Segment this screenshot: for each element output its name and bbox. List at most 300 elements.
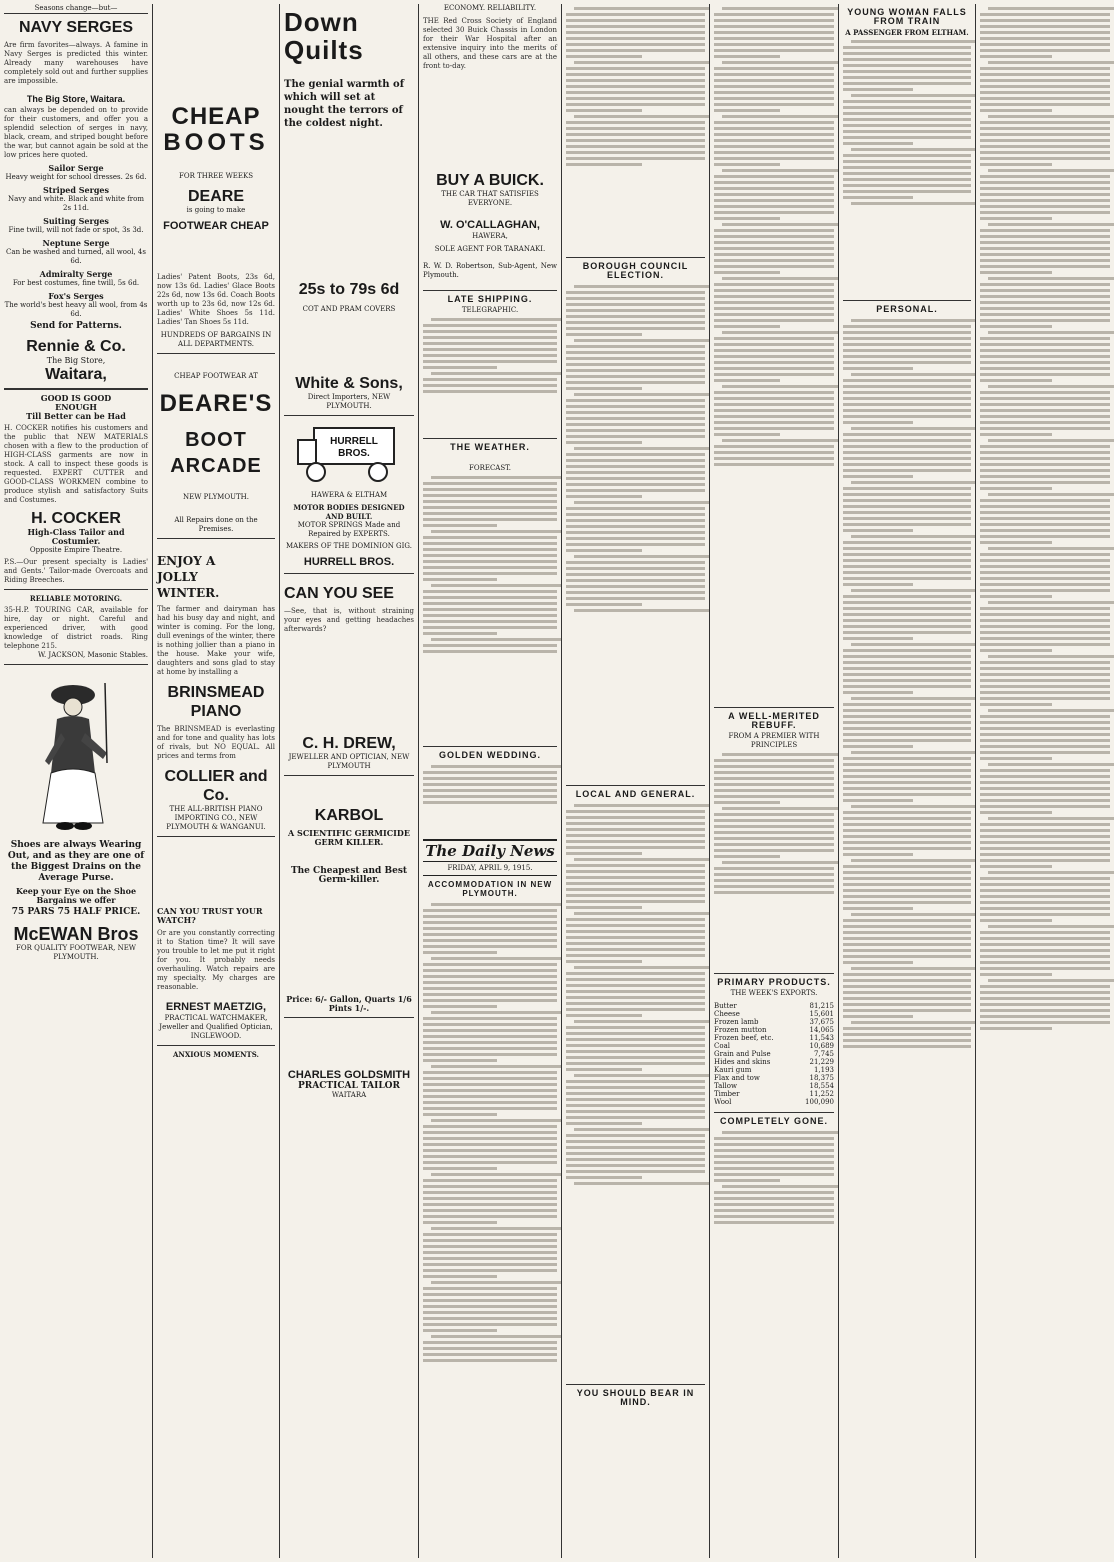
text-line	[566, 882, 705, 885]
text-line	[714, 139, 834, 142]
text-line	[574, 555, 709, 558]
text-line	[843, 523, 971, 526]
text-line	[566, 97, 705, 100]
motor-bodies: MOTOR BODIES DESIGNED AND BUILT.	[293, 503, 405, 521]
text-line	[980, 25, 1110, 28]
text-line	[980, 313, 1110, 316]
exports-row: Hides and skins 21,229	[714, 1058, 834, 1066]
text-line	[566, 315, 705, 318]
text-line	[722, 753, 838, 756]
quilts-title: Quilts	[284, 35, 364, 65]
text-line	[566, 816, 705, 819]
text-line	[714, 349, 834, 352]
text-line	[980, 853, 1110, 856]
text-line	[714, 337, 834, 340]
text-line	[566, 345, 705, 348]
text-line	[980, 607, 1110, 610]
rebuff-text-block	[714, 753, 834, 973]
text-line	[980, 745, 1110, 748]
text-line	[566, 513, 705, 516]
text-line	[431, 584, 561, 587]
text-line	[980, 127, 1110, 130]
text-line	[423, 512, 557, 515]
text-line	[714, 789, 834, 792]
text-line	[988, 385, 1114, 388]
sole-agent: SOLE AGENT FOR TARANAKI.	[434, 245, 546, 253]
ocallaghan-town: HAWERA,	[472, 232, 508, 240]
text-line	[714, 795, 834, 798]
text-line	[423, 1137, 557, 1140]
text-line	[843, 361, 971, 364]
text-line	[714, 97, 834, 100]
text-line	[851, 535, 975, 538]
text-line	[574, 339, 709, 342]
new-plymouth: NEW PLYMOUTH.	[183, 493, 249, 501]
text-line	[574, 912, 709, 915]
text-line	[843, 787, 971, 790]
text-line	[566, 483, 705, 486]
text-line	[714, 253, 834, 256]
text-line	[566, 942, 705, 945]
van-illustration	[294, 424, 404, 484]
text-line	[566, 996, 705, 999]
text-line	[714, 1221, 834, 1224]
text-line	[722, 807, 838, 810]
text-line	[566, 954, 705, 957]
text-line	[980, 751, 1110, 754]
text-line	[566, 429, 705, 432]
text-line	[714, 813, 834, 816]
text-line	[423, 578, 497, 581]
text-line	[843, 613, 971, 616]
text-line	[988, 925, 1114, 928]
text-line	[566, 1002, 705, 1005]
text-line	[851, 202, 975, 205]
text-line	[431, 1011, 561, 1014]
text-line	[980, 517, 1110, 520]
text-line	[980, 703, 1052, 706]
text-line	[714, 325, 780, 328]
text-line	[714, 415, 834, 418]
exports-row: Coal 10,689	[714, 1042, 834, 1050]
text-line	[566, 121, 705, 124]
half-price: 75 PARS 75 HALF PRICE.	[11, 907, 141, 917]
text-line	[431, 372, 561, 375]
train-fall-title: YOUNG WOMAN FALLS FROM TRAIN	[847, 7, 967, 26]
text-line	[843, 463, 971, 466]
economy-line: ECONOMY. RELIABILITY.	[443, 4, 537, 12]
text-line	[574, 1128, 709, 1131]
text-line	[566, 1032, 705, 1035]
text-line	[988, 331, 1114, 334]
text-line	[980, 451, 1110, 454]
svg-text:BROS.: BROS.	[338, 448, 370, 459]
motor-springs: MOTOR SPRINGS Made and Repaired by EXPERTS.	[297, 521, 401, 538]
boots-title: BOOTS	[163, 129, 269, 156]
text-line	[566, 321, 705, 324]
completely-gone-title: COMPLETELY GONE.	[714, 1112, 834, 1128]
text-line	[980, 13, 1110, 16]
text-line	[980, 595, 1052, 598]
text-line	[566, 133, 705, 136]
column-6-text-block	[714, 7, 834, 707]
text-line	[423, 650, 557, 653]
text-line	[566, 103, 705, 106]
primary-products-title: PRIMARY PRODUCTS.	[714, 973, 834, 989]
text-line	[423, 1299, 557, 1302]
text-line	[423, 1251, 557, 1254]
text-line	[843, 124, 971, 127]
text-line	[843, 499, 971, 502]
rennie-town: Waitara,	[45, 366, 107, 383]
text-line	[843, 46, 971, 49]
text-line	[714, 825, 834, 828]
text-line	[423, 500, 557, 503]
text-line	[423, 560, 557, 563]
text-line	[566, 1116, 705, 1119]
svg-text:HURRELL: HURRELL	[330, 436, 378, 447]
text-line	[566, 888, 705, 891]
text-line	[980, 43, 1110, 46]
text-line	[988, 817, 1114, 820]
text-line	[980, 481, 1110, 484]
text-line	[851, 967, 975, 970]
text-line	[843, 445, 971, 448]
text-line	[714, 157, 834, 160]
text-line	[843, 451, 971, 454]
text-line	[851, 1021, 975, 1024]
text-line	[714, 1161, 834, 1164]
text-line	[423, 590, 557, 593]
text-line	[980, 565, 1110, 568]
text-line	[843, 811, 971, 814]
text-line	[980, 199, 1110, 202]
text-line	[423, 378, 557, 381]
text-line	[980, 625, 1110, 628]
text-line	[423, 969, 557, 972]
text-line	[980, 649, 1052, 652]
text-line	[988, 871, 1114, 874]
text-line	[714, 295, 834, 298]
text-line	[980, 397, 1110, 400]
text-line	[843, 937, 971, 940]
text-line	[980, 289, 1110, 292]
text-line	[566, 1026, 705, 1029]
text-line	[423, 1245, 557, 1248]
text-line	[851, 805, 975, 808]
text-line	[843, 727, 971, 730]
text-line	[843, 553, 971, 556]
text-line	[423, 939, 557, 942]
column-1	[0, 4, 152, 1558]
text-line	[843, 58, 971, 61]
text-line	[843, 82, 971, 85]
text-line	[714, 55, 780, 58]
text-line	[566, 507, 705, 510]
text-line	[423, 1107, 557, 1110]
issue-date: FRIDAY, APRIL 9, 1915.	[423, 862, 557, 876]
text-line	[843, 403, 971, 406]
text-line	[423, 795, 557, 798]
text-line	[843, 823, 971, 826]
rebuff-sub: FROM A PREMIER WITH PRINCIPLES	[728, 732, 820, 749]
cocker-name: H. COCKER	[31, 510, 121, 527]
text-line	[843, 631, 971, 634]
text-line	[566, 1086, 705, 1089]
text-line	[980, 583, 1110, 586]
mcewan-sub: FOR QUALITY FOOTWEAR, NEW PLYMOUTH.	[15, 944, 136, 961]
text-line	[714, 777, 834, 780]
text-line	[843, 943, 971, 946]
text-line	[980, 829, 1110, 832]
text-line	[980, 1009, 1110, 1012]
text-line	[423, 1257, 557, 1260]
passenger-sub: A PASSENGER FROM ELTHAM.	[845, 28, 969, 37]
text-line	[423, 1089, 557, 1092]
text-line	[714, 103, 834, 106]
text-line	[843, 571, 971, 574]
boot-prices: Ladies' Patent Boots, 23s 6d, now 13s 6d. Ladies' Glace Boots 22s 6d, now 13s 6d. Coach Boots worth up to 23s 6d, now 12s 6d. Ladies' White Shoes 5s 11d. Ladies' Tan Shoes 5s 11d.	[157, 273, 275, 326]
text-line	[843, 1039, 971, 1042]
text-line	[843, 583, 913, 586]
text-line	[980, 907, 1110, 910]
text-line	[431, 957, 561, 960]
text-line	[566, 127, 705, 130]
text-line	[843, 337, 971, 340]
text-line	[566, 375, 705, 378]
text-line	[566, 978, 705, 981]
quilt-price: 25s to 79s 6d	[298, 281, 400, 298]
text-line	[980, 103, 1110, 106]
text-line	[714, 211, 834, 214]
text-line	[843, 949, 971, 952]
text-line	[988, 439, 1114, 442]
collier-name: COLLIER and Co.	[164, 768, 268, 804]
text-line	[714, 373, 834, 376]
text-line	[423, 1071, 557, 1074]
text-line	[843, 331, 971, 334]
trust-title: CAN YOU TRUST YOUR WATCH?	[157, 906, 263, 925]
text-line	[714, 205, 834, 208]
text-line	[714, 361, 834, 364]
text-line	[980, 205, 1110, 208]
text-line	[566, 603, 642, 606]
text-line	[980, 181, 1110, 184]
text-line	[980, 961, 1110, 964]
text-line	[722, 223, 838, 226]
text-line	[843, 745, 913, 748]
text-line	[714, 403, 834, 406]
text-line	[843, 607, 971, 610]
text-line	[843, 877, 971, 880]
text-line	[843, 595, 971, 598]
repairs: All Repairs done on the Premises.	[174, 516, 258, 533]
text-line	[566, 1164, 705, 1167]
text-line	[566, 960, 642, 963]
text-line	[566, 1158, 705, 1161]
text-line	[714, 819, 834, 822]
text-line	[566, 1008, 705, 1011]
text-line	[980, 805, 1110, 808]
text-line	[843, 136, 971, 139]
text-line	[980, 739, 1110, 742]
deare-sub: is going to make	[186, 206, 246, 214]
accommodation-text-block	[423, 903, 557, 1558]
text-line	[843, 100, 971, 103]
text-line	[843, 433, 971, 436]
text-line	[980, 391, 1110, 394]
text-line	[423, 1029, 557, 1032]
text-line	[714, 247, 834, 250]
text-line	[423, 518, 557, 521]
text-line	[566, 549, 642, 552]
text-line	[566, 1080, 705, 1083]
text-line	[980, 559, 1110, 562]
text-line	[566, 579, 705, 582]
text-line	[423, 1233, 557, 1236]
text-line	[980, 505, 1110, 508]
text-line	[843, 88, 913, 91]
text-line	[722, 1185, 838, 1188]
shoes-headline: Shoes are always Wearing Out, and as they are one of the Biggest Drains on the Average Purse.	[7, 840, 145, 883]
text-line	[574, 7, 709, 10]
text-line	[988, 763, 1114, 766]
text-line	[843, 379, 971, 382]
text-line	[980, 349, 1110, 352]
text-line	[423, 1083, 557, 1086]
text-line	[843, 775, 971, 778]
text-line	[843, 763, 971, 766]
text-line	[980, 943, 1110, 946]
text-line	[423, 1179, 557, 1182]
text-line	[566, 25, 705, 28]
maetzig-name: ERNEST MAETZIG,	[165, 1001, 267, 1013]
text-line	[431, 1281, 561, 1284]
text-line	[566, 37, 705, 40]
text-line	[423, 1113, 497, 1116]
text-line	[980, 835, 1110, 838]
text-line	[980, 877, 1110, 880]
text-line	[714, 181, 834, 184]
text-line	[566, 79, 705, 82]
text-line	[980, 661, 1110, 664]
text-line	[566, 834, 705, 837]
text-line	[980, 235, 1110, 238]
text-line	[423, 801, 557, 804]
text-line	[714, 397, 834, 400]
text-line	[714, 73, 834, 76]
text-line	[980, 337, 1110, 340]
text-line	[988, 223, 1114, 226]
text-line	[843, 835, 971, 838]
text-line	[566, 399, 705, 402]
text-line	[980, 631, 1110, 634]
text-line	[423, 1047, 557, 1050]
text-line	[423, 542, 557, 545]
text-line	[980, 985, 1110, 988]
text-line	[980, 1015, 1110, 1018]
text-line	[566, 531, 705, 534]
text-line	[843, 166, 971, 169]
navy-serges-title: NAVY SERGES	[18, 19, 134, 36]
text-line	[988, 547, 1114, 550]
text-line	[714, 1191, 834, 1194]
text-line	[843, 739, 971, 742]
text-line	[423, 620, 557, 623]
text-line	[431, 903, 561, 906]
text-line	[714, 355, 834, 358]
text-line	[566, 49, 705, 52]
text-line	[980, 679, 1110, 682]
text-line	[843, 154, 971, 157]
text-line	[843, 757, 971, 760]
text-line	[980, 499, 1110, 502]
cocker-ps: P.S.—Our present specialty is Ladies' and Gents.' Tailor-made Overcoats and Riding Breeches.	[4, 558, 148, 584]
karbol-sub: A SCIENTIFIC GERMICIDE GERM KILLER.	[288, 828, 410, 847]
text-line	[566, 1098, 705, 1101]
text-line	[714, 867, 834, 870]
text-line	[714, 379, 780, 382]
text-line	[574, 393, 709, 396]
text-line	[566, 109, 642, 112]
text-line	[980, 97, 1110, 100]
karbol-price: Price: 6/- Gallon, Quarts 1/6 Pints 1/-.	[286, 994, 412, 1013]
text-line	[843, 997, 971, 1000]
text-line	[566, 810, 705, 813]
text-line	[423, 777, 557, 780]
text-line	[423, 1215, 557, 1218]
text-line	[423, 644, 557, 647]
text-line	[566, 525, 705, 528]
local-general-title: LOCAL AND GENERAL.	[566, 785, 705, 801]
text-line	[980, 163, 1052, 166]
text-line	[980, 523, 1110, 526]
text-line	[566, 309, 705, 312]
boot-arcade: BOOT ARCADE	[170, 429, 262, 477]
store-name: The Big Store, Waitara.	[26, 94, 126, 104]
text-line	[714, 759, 834, 762]
drew-sub: JEWELLER AND OPTICIAN, NEW PLYMOUTH	[288, 753, 410, 770]
text-line	[843, 985, 971, 988]
text-line	[423, 632, 497, 635]
text-line	[423, 999, 557, 1002]
text-line	[980, 109, 1052, 112]
text-line	[980, 433, 1052, 436]
text-line	[980, 55, 1052, 58]
text-line	[843, 847, 971, 850]
text-line	[722, 277, 838, 280]
text-line	[566, 1038, 705, 1041]
text-line	[714, 879, 834, 882]
text-line	[574, 1020, 709, 1023]
text-line	[980, 121, 1110, 124]
text-line	[722, 7, 838, 10]
text-line	[980, 85, 1110, 88]
footwear-cheap: FOOTWEAR CHEAP	[163, 220, 269, 232]
text-line	[843, 130, 971, 133]
text-line	[714, 801, 780, 804]
text-line	[980, 949, 1110, 952]
text-line	[423, 987, 557, 990]
serge-item-title: Admiralty Serge	[39, 269, 113, 279]
text-line	[980, 637, 1110, 640]
text-line	[423, 1023, 557, 1026]
text-line	[988, 709, 1114, 712]
text-line	[988, 61, 1114, 64]
text-line	[980, 67, 1110, 70]
text-line	[566, 363, 705, 366]
text-line	[843, 184, 971, 187]
